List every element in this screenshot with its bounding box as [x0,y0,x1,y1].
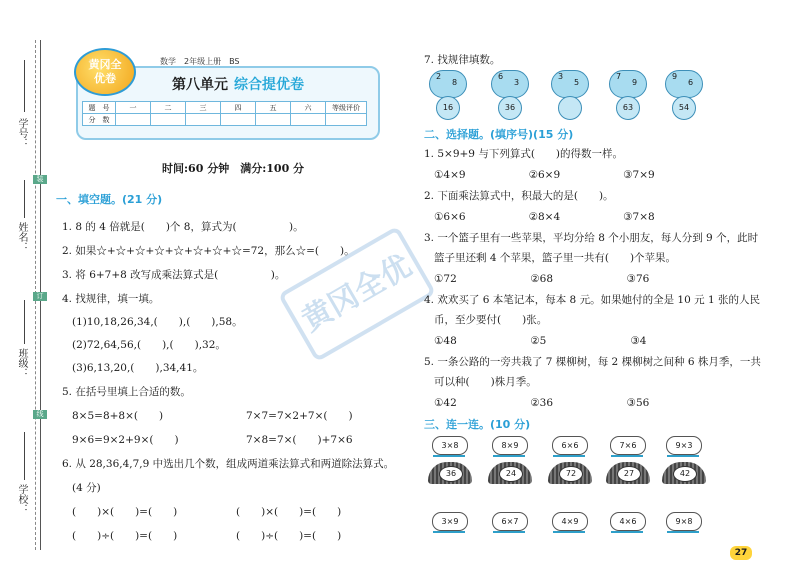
bottom-expr-card[interactable]: 6×7 [492,512,528,531]
brand-logo: 黄冈全优卷 [74,48,136,96]
section2-title: 二、选择题。(填序号)(15 分) [424,128,574,141]
top-expr-card[interactable]: 3×8 [432,436,468,455]
score-cell[interactable] [186,114,221,126]
balloon-a: 9 [672,72,678,81]
balloon-top [491,70,529,98]
subject-line: 数学 2年级上册 BS [160,57,240,66]
bottom-expr-card[interactable]: 9×8 [666,512,702,531]
target-number[interactable]: 27 [617,466,641,482]
table-cell: 分 数 [83,114,116,126]
card-stand [433,522,465,533]
school-underline [24,432,25,480]
card-stand [493,446,525,457]
balloon-b: 9 [632,78,638,87]
table-cell: 题 号 [83,102,116,114]
table-cell: 六 [291,102,326,114]
card-stand [433,446,465,457]
unit-title: 第八单元 [172,77,228,93]
class-underline [24,300,25,344]
table-cell: 二 [151,102,186,114]
q1-6-b: ( )×( )=( ) [236,506,342,518]
bottom-expr-card[interactable]: 3×9 [432,512,468,531]
target-number[interactable]: 36 [439,466,463,482]
balloon-top [609,70,647,98]
q1-6-d: ( )÷( )=( ) [236,530,342,542]
top-expr-card[interactable]: 9×3 [666,436,702,455]
binding-mark-ding: 订 [33,292,47,301]
q1-6-a: ( )×( )=( ) [72,506,178,518]
score-cell[interactable] [326,114,367,126]
time-line: 时间:60 分钟 满分:100 分 [162,162,305,175]
table-cell: 五 [256,102,291,114]
name-underline [24,180,25,218]
q2-4-options: ①48 ②5 ③4 [434,335,647,347]
paper-title: 综合提优卷 [234,77,304,93]
balloon-total: 16 [436,96,460,120]
q1-4-2: (2)72,64,56,( ),( ),32。 [72,339,226,351]
q1-2: 2. 如果☆+☆+☆+☆+☆+☆+☆+☆=72，那么☆=( )。 [62,245,355,257]
q2-4: 4. 欢欢买了 6 本笔记本，每本 8 元。如果她付的全是 10 元 1 张的人民 [424,294,760,306]
target-number[interactable]: 72 [559,466,583,482]
balloon-a: 7 [616,72,622,81]
q1-6-c: ( )÷( )=( ) [72,530,178,542]
card-stand [493,522,525,533]
q2-5: 5. 一条公路的一旁共栽了 7 棵柳树，每 2 棵柳树之间种 6 株月季，一共 [424,356,761,368]
card-stand [667,522,699,533]
watermark-stamp: 黄冈全优 [278,226,437,363]
binding-mark-xian: 线 [33,410,47,419]
balloon-top [665,70,703,98]
q2-4-cont: 币，至少要付( )张。 [434,314,548,326]
q2-3: 3. 一个篮子里有一些苹果，平均分给 8 个小朋友，每人分到 9 个，此时 [424,232,759,244]
card-stand [611,522,643,533]
page-number: 27 [730,546,752,560]
score-table [82,101,367,126]
score-table-score-row [83,114,367,126]
balloon-top [551,70,589,98]
q1-4: 4. 找规律，填一填。 [62,293,160,305]
balloon-b: 6 [688,78,694,87]
balloon-answer[interactable] [558,96,582,120]
q2-1: 1. 5×9+9 与下列算式( )的得数一样。 [424,148,624,160]
q1-4-3: (3)6,13,20,( ),34,41。 [72,362,204,374]
card-stand [611,446,643,457]
section3-title: 三、连一连。(10 分) [424,418,531,431]
balloon-top [429,70,467,98]
q1-6-points: (4 分) [72,482,101,494]
balloon-total: 54 [672,96,696,120]
q2-1-options: ①4×9 ②6×9 ③7×9 [434,169,655,181]
q1-6: 6. 从 28,36,4,7,9 中选出几个数，组成两道乘法算式和两道除法算式。 [62,458,395,470]
q1-1: 1. 8 的 4 倍就是( )个 8，算式为( )。 [62,221,304,233]
q1-5-a: 8×5=8+8×( ) [72,410,164,422]
balloon-b: 8 [452,78,458,87]
q1-3: 3. 将 6+7+8 改写成乘法算式是( )。 [62,269,286,281]
balloon-a: 3 [558,72,564,81]
q2-3-cont: 篮子里还剩 4 个苹果，篮子里一共有( )个苹果。 [434,252,677,264]
table-cell: 三 [186,102,221,114]
q2-3-options: ①72 ②68 ③76 [434,273,650,285]
balloon-b: 3 [514,78,520,87]
q2-5-cont: 可以种( )株月季。 [434,376,537,388]
card-stand [553,522,585,533]
balloon-total: 63 [616,96,640,120]
score-cell[interactable] [256,114,291,126]
bottom-expr-card[interactable]: 4×9 [552,512,588,531]
bottom-expr-card[interactable]: 4×6 [610,512,646,531]
table-cell: 四 [221,102,256,114]
score-cell[interactable] [151,114,186,126]
q7-title: 7. 找规律填数。 [424,54,501,66]
q1-5-d: 7×8=7×( )+7×6 [246,434,353,446]
score-table-header-row [83,102,367,114]
score-cell[interactable] [221,114,256,126]
score-cell[interactable] [116,114,151,126]
q2-2-options: ①6×6 ②8×4 ③7×8 [434,211,655,223]
q1-5-c: 9×6=9×2+9×( ) [72,434,179,446]
q2-2: 2. 下面乘法算式中，积最大的是( )。 [424,190,614,202]
q1-5-b: 7×7=7×2+7×( ) [246,410,353,422]
name-label: 姓名： [16,222,27,252]
class-label: 班级： [16,348,27,378]
q2-5-options: ①42 ②36 ③56 [434,397,650,409]
balloon-total: 36 [498,96,522,120]
study-no-underline [24,60,25,112]
top-expr-card[interactable]: 7×6 [610,436,646,455]
target-number[interactable]: 42 [673,466,697,482]
card-stand [553,446,585,457]
section1-title: 一、填空题。(21 分) [56,193,163,206]
top-expr-card[interactable]: 6×6 [552,436,588,455]
card-stand [667,446,699,457]
balloon-a: 2 [436,72,442,81]
score-cell[interactable] [291,114,326,126]
table-cell: 一 [116,102,151,114]
top-expr-card[interactable]: 8×9 [492,436,528,455]
study-no-label: 学号： [16,118,27,148]
balloon-b: 5 [574,78,580,87]
table-cell: 等级评价 [326,102,367,114]
target-number[interactable]: 24 [499,466,523,482]
balloon-a: 6 [498,72,504,81]
q1-4-1: (1)10,18,26,34,( ),( ),58。 [72,316,243,328]
binding-mark-zhuang: 装 [33,175,47,184]
q1-5: 5. 在括号里填上合适的数。 [62,386,191,398]
school-label: 学校： [16,484,27,514]
